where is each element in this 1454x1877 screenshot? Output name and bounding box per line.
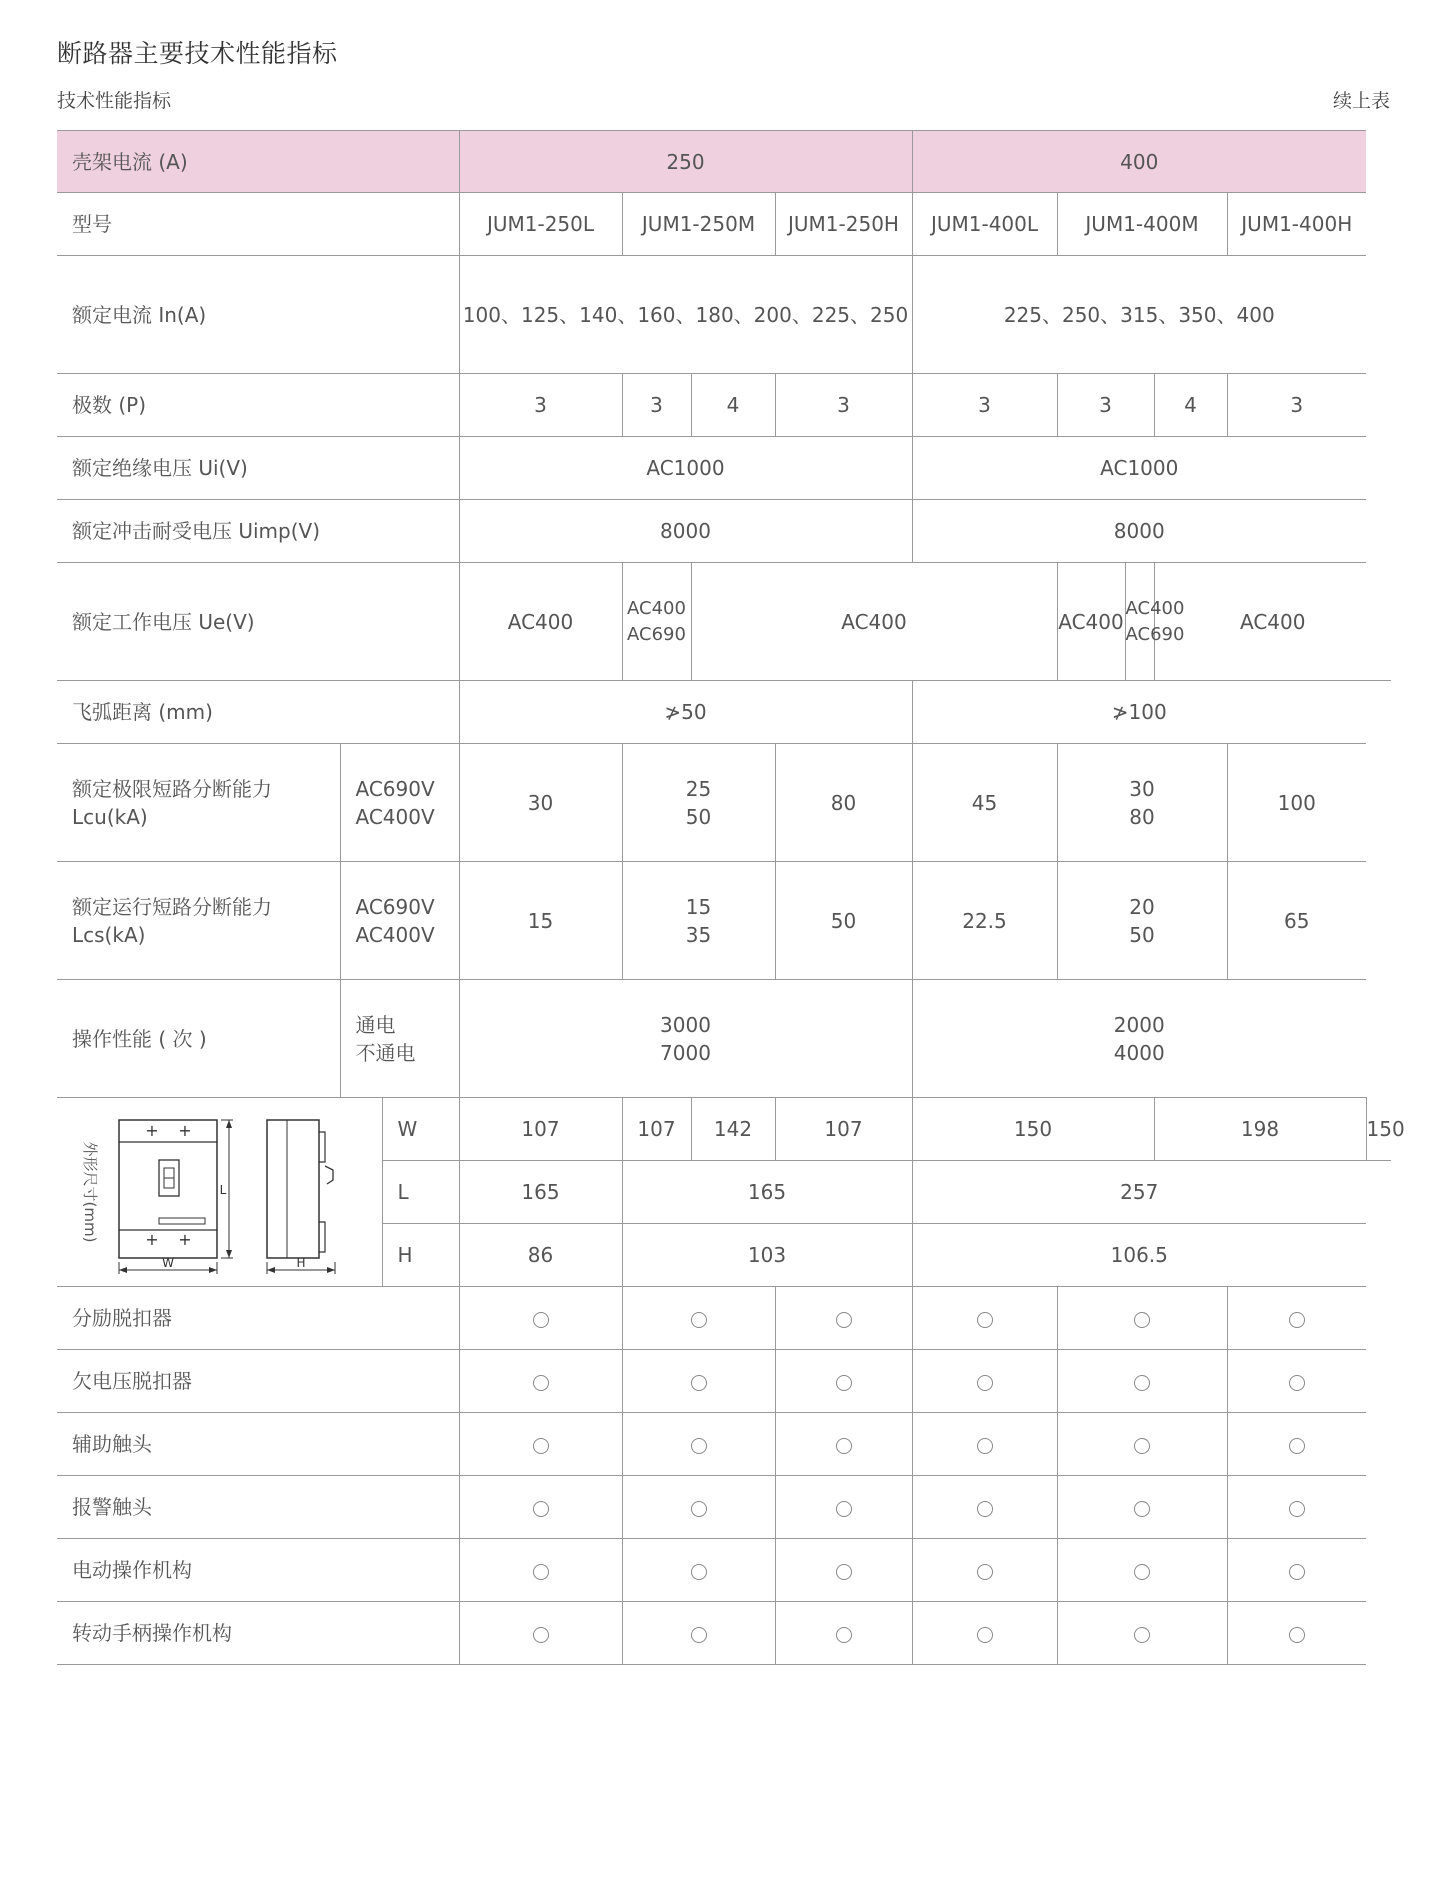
frame-400-cell: 400 [912, 131, 1366, 193]
terminal-plus-icon: + [178, 1230, 192, 1249]
lcs-sub-line: AC400V [355, 922, 435, 947]
optional-circle-icon [691, 1501, 707, 1517]
dim-w-cell: 150 [1366, 1098, 1391, 1161]
lcs-cell [622, 862, 775, 980]
accessory-cell [912, 1476, 1057, 1539]
impulse-voltage-row [57, 500, 1391, 563]
optional-circle-icon [533, 1627, 549, 1643]
rated-current-label: 额定电流 In(A) [57, 256, 459, 374]
optional-circle-icon [1289, 1312, 1305, 1328]
model-row [57, 193, 1391, 256]
lcs-label [57, 862, 340, 980]
lcu-row [57, 744, 1391, 862]
arrow-icon [226, 1250, 232, 1258]
dim-l-label: L [382, 1161, 459, 1224]
accessory-row [57, 1287, 1391, 1350]
lcs-cell: 15 [459, 862, 622, 980]
arc-distance-400: ≯100 [912, 681, 1366, 744]
accessory-cell [1057, 1287, 1227, 1350]
operation-line: 4000 [1113, 1040, 1165, 1065]
accessory-cell [775, 1476, 912, 1539]
optional-circle-icon [691, 1564, 707, 1580]
optional-circle-icon [1134, 1627, 1150, 1643]
lcs-line: 15 [685, 894, 712, 919]
lcu-cell: 100 [1227, 744, 1366, 862]
working-voltage-cell [1125, 563, 1185, 681]
dim-w-cell: 107 [622, 1098, 691, 1161]
accessory-label: 转动手柄操作机构 [57, 1602, 459, 1665]
lcu-cell [622, 744, 775, 862]
poles-cell: 3 [775, 374, 912, 437]
dim-l-cell: 257 [912, 1161, 1366, 1224]
dim-h-cell: 106.5 [912, 1224, 1366, 1287]
lcu-sub-line: AC690V [355, 776, 435, 801]
nameplate-icon [159, 1218, 205, 1224]
rated-current-row [57, 256, 1391, 374]
arc-distance-row [57, 681, 1391, 744]
arrow-icon [267, 1267, 275, 1273]
insulation-voltage-label: 额定绝缘电压 Ui(V) [57, 437, 459, 500]
terminal-plus-icon: + [145, 1121, 159, 1140]
operation-label: 操作性能 ( 次 ) [57, 980, 340, 1098]
frame-current-row [57, 131, 1391, 193]
dim-w-cell: 107 [459, 1098, 622, 1161]
accessory-cell [775, 1287, 912, 1350]
impulse-voltage-250: 8000 [459, 500, 912, 563]
arrow-icon [327, 1267, 335, 1273]
dim-w-cell: 142 [691, 1098, 775, 1161]
poles-row [57, 374, 1391, 437]
accessory-cell [1227, 1350, 1366, 1413]
lcu-sub-line: AC400V [355, 804, 435, 829]
continued-note: 续上表 [1332, 90, 1390, 112]
lcu-line: 30 [1129, 776, 1155, 801]
accessory-cell [912, 1413, 1057, 1476]
impulse-voltage-400: 8000 [912, 500, 1366, 563]
accessory-cell [622, 1476, 775, 1539]
arc-distance-label: 飞弧距离 (mm) [57, 681, 459, 744]
accessory-cell [459, 1287, 622, 1350]
optional-circle-icon [836, 1564, 852, 1580]
optional-circle-icon [691, 1438, 707, 1454]
lcs-cell [1057, 862, 1227, 980]
poles-cell: 3 [1227, 374, 1366, 437]
optional-circle-icon [836, 1501, 852, 1517]
optional-circle-icon [1289, 1438, 1305, 1454]
operation-line: 7000 [660, 1040, 711, 1065]
optional-circle-icon [691, 1627, 707, 1643]
lcu-cell [1057, 744, 1227, 862]
operation-250 [459, 980, 912, 1098]
arc-distance-250: ≯50 [459, 681, 912, 744]
accessory-label: 辅助触头 [57, 1413, 459, 1476]
optional-circle-icon [691, 1375, 707, 1391]
lcu-cell: 45 [912, 744, 1057, 862]
operation-row [57, 980, 1391, 1098]
frame-current-label: 壳架电流 (A) [57, 131, 459, 193]
poles-cell: 4 [691, 374, 775, 437]
h-dim-text: H [296, 1256, 306, 1270]
optional-circle-icon [1134, 1312, 1150, 1328]
accessory-row [57, 1350, 1391, 1413]
lcu-label [57, 744, 340, 862]
optional-circle-icon [836, 1438, 852, 1454]
side-view-step [319, 1222, 325, 1252]
arrow-icon [119, 1267, 127, 1273]
accessory-cell [459, 1476, 622, 1539]
accessory-cell [912, 1539, 1057, 1602]
working-voltage-cell: AC400 [1154, 563, 1391, 681]
lcu-line: 50 [685, 804, 712, 829]
accessory-label: 报警触头 [57, 1476, 459, 1539]
optional-circle-icon [977, 1564, 993, 1580]
dimension-caption: 外形尺寸(mm) [81, 1141, 99, 1243]
poles-cell: 3 [622, 374, 691, 437]
lcu-line: 25 [685, 776, 712, 801]
lcs-label-line: Lcs(kA) [72, 922, 146, 947]
lcs-sub-line: AC690V [355, 894, 435, 919]
accessory-cell [1057, 1476, 1227, 1539]
lcs-cell: 22.5 [912, 862, 1057, 980]
operation-line: 3000 [660, 1012, 711, 1037]
accessory-cell [1057, 1539, 1227, 1602]
terminal-plus-icon: + [178, 1121, 192, 1140]
accessory-label: 分励脱扣器 [57, 1287, 459, 1350]
operation-sub-line: 不通电 [355, 1040, 416, 1065]
working-voltage-label: 额定工作电压 Ue(V) [57, 563, 459, 681]
rated-current-250: 100、125、140、160、180、200、225、250 [459, 256, 912, 374]
optional-circle-icon [977, 1375, 993, 1391]
poles-cell: 3 [459, 374, 622, 437]
lcu-label-line: Lcu(kA) [72, 804, 148, 829]
model-cell: JUM1-400H [1227, 193, 1366, 256]
accessory-row [57, 1602, 1391, 1665]
section-subtitle: 技术性能指标 [57, 90, 172, 112]
optional-circle-icon [1289, 1501, 1305, 1517]
terminal-plus-icon: + [145, 1230, 159, 1249]
lcu-line: 80 [1129, 804, 1155, 829]
arrow-icon [226, 1120, 232, 1128]
dim-w-cell: 150 [912, 1098, 1154, 1161]
l-dim-text: L [219, 1183, 227, 1197]
dim-l-cell: 165 [459, 1161, 622, 1224]
page-title: 断路器主要技术性能指标 [57, 39, 338, 68]
lcs-line: 35 [685, 922, 712, 947]
working-voltage-cell: AC400 [459, 563, 622, 681]
breaker-dimension-diagram [57, 1102, 377, 1282]
optional-circle-icon [1289, 1564, 1305, 1580]
side-handle-icon [325, 1166, 333, 1184]
side-view-outline [267, 1120, 319, 1258]
accessory-cell [459, 1413, 622, 1476]
poles-label: 极数 (P) [57, 374, 459, 437]
optional-circle-icon [977, 1312, 993, 1328]
lcs-voltage-sub [340, 862, 459, 980]
lcu-label-line: 额定极限短路分断能力 [72, 776, 272, 801]
model-cell: JUM1-400M [1057, 193, 1227, 256]
insulation-voltage-400: AC1000 [912, 437, 1366, 500]
optional-circle-icon [836, 1375, 852, 1391]
accessory-cell [1057, 1602, 1227, 1665]
dim-h-cell: 103 [622, 1224, 912, 1287]
dim-w-cell: 107 [775, 1098, 912, 1161]
accessory-cell [1227, 1602, 1366, 1665]
optional-circle-icon [533, 1438, 549, 1454]
working-voltage-line: AC690 [627, 623, 686, 645]
lcs-line: 20 [1129, 894, 1155, 919]
model-cell: JUM1-400L [912, 193, 1057, 256]
dim-h-cell: 86 [459, 1224, 622, 1287]
dim-w-row [57, 1098, 1391, 1161]
accessory-cell [622, 1602, 775, 1665]
w-dim-text: W [162, 1256, 174, 1270]
lcu-cell: 30 [459, 744, 622, 862]
dim-h-label: H [382, 1224, 459, 1287]
optional-circle-icon [1134, 1375, 1150, 1391]
accessory-label: 电动操作机构 [57, 1539, 459, 1602]
lcs-row [57, 862, 1391, 980]
accessory-cell [1227, 1413, 1366, 1476]
optional-circle-icon [533, 1564, 549, 1580]
optional-circle-icon [977, 1627, 993, 1643]
insulation-voltage-row [57, 437, 1391, 500]
optional-circle-icon [533, 1312, 549, 1328]
accessory-cell [1227, 1539, 1366, 1602]
accessory-cell [459, 1350, 622, 1413]
accessory-cell [622, 1413, 775, 1476]
lcs-cell: 50 [775, 862, 912, 980]
impulse-voltage-label: 额定冲击耐受电压 Uimp(V) [57, 500, 459, 563]
lcs-line: 50 [1129, 922, 1155, 947]
accessory-label: 欠电压脱扣器 [57, 1350, 459, 1413]
poles-cell: 3 [1057, 374, 1154, 437]
accessory-cell [622, 1539, 775, 1602]
poles-cell: 4 [1154, 374, 1227, 437]
accessory-cell [912, 1602, 1057, 1665]
lcu-cell: 80 [775, 744, 912, 862]
model-cell: JUM1-250M [622, 193, 775, 256]
optional-circle-icon [691, 1312, 707, 1328]
accessory-cell [622, 1350, 775, 1413]
optional-circle-icon [1134, 1438, 1150, 1454]
arrow-icon [209, 1267, 217, 1273]
lcu-voltage-sub [340, 744, 459, 862]
optional-circle-icon [1134, 1564, 1150, 1580]
lcs-label-line: 额定运行短路分断能力 [72, 894, 272, 919]
optional-circle-icon [533, 1375, 549, 1391]
optional-circle-icon [1289, 1627, 1305, 1643]
optional-circle-icon [1289, 1375, 1305, 1391]
optional-circle-icon [533, 1501, 549, 1517]
accessory-cell [459, 1539, 622, 1602]
dim-w-cell: 198 [1154, 1098, 1366, 1161]
working-voltage-line: AC400 [1125, 598, 1185, 620]
working-voltage-cell: AC400 [691, 563, 1057, 681]
accessory-cell [775, 1539, 912, 1602]
spec-table [57, 130, 1405, 1665]
model-label: 型号 [57, 193, 459, 256]
accessory-cell [622, 1287, 775, 1350]
frame-250-cell: 250 [459, 131, 912, 193]
accessory-cell [459, 1602, 622, 1665]
accessory-cell [1227, 1287, 1366, 1350]
optional-circle-icon [1134, 1501, 1150, 1517]
model-cell: JUM1-250L [459, 193, 622, 256]
working-voltage-row [57, 563, 1391, 681]
accessory-row [57, 1413, 1391, 1476]
accessory-row [57, 1476, 1391, 1539]
lcs-cell: 65 [1227, 862, 1366, 980]
accessory-cell [1227, 1476, 1366, 1539]
accessory-cell [1057, 1413, 1227, 1476]
working-voltage-cell [622, 563, 691, 681]
insulation-voltage-250: AC1000 [459, 437, 912, 500]
dim-w-label: W [382, 1098, 459, 1161]
operation-line: 2000 [1113, 1012, 1165, 1037]
working-voltage-cell: AC400 [1057, 563, 1125, 681]
accessory-cell [775, 1350, 912, 1413]
accessory-cell [775, 1413, 912, 1476]
optional-circle-icon [836, 1627, 852, 1643]
operation-sub-line: 通电 [355, 1012, 396, 1037]
accessory-cell [912, 1287, 1057, 1350]
rated-current-400: 225、250、315、350、400 [912, 256, 1366, 374]
operation-400 [912, 980, 1366, 1098]
working-voltage-line: AC690 [1125, 623, 1185, 645]
working-voltage-line: AC400 [627, 598, 686, 620]
side-view-step [319, 1132, 325, 1162]
model-cell: JUM1-250H [775, 193, 912, 256]
accessory-row [57, 1539, 1391, 1602]
operation-sub [340, 980, 459, 1098]
poles-cell: 3 [912, 374, 1057, 437]
dimension-drawing-cell [57, 1098, 382, 1287]
optional-circle-icon [836, 1312, 852, 1328]
optional-circle-icon [977, 1438, 993, 1454]
dim-l-cell: 165 [622, 1161, 912, 1224]
accessory-cell [912, 1350, 1057, 1413]
accessory-cell [775, 1602, 912, 1665]
accessory-cell [1057, 1350, 1227, 1413]
optional-circle-icon [977, 1501, 993, 1517]
